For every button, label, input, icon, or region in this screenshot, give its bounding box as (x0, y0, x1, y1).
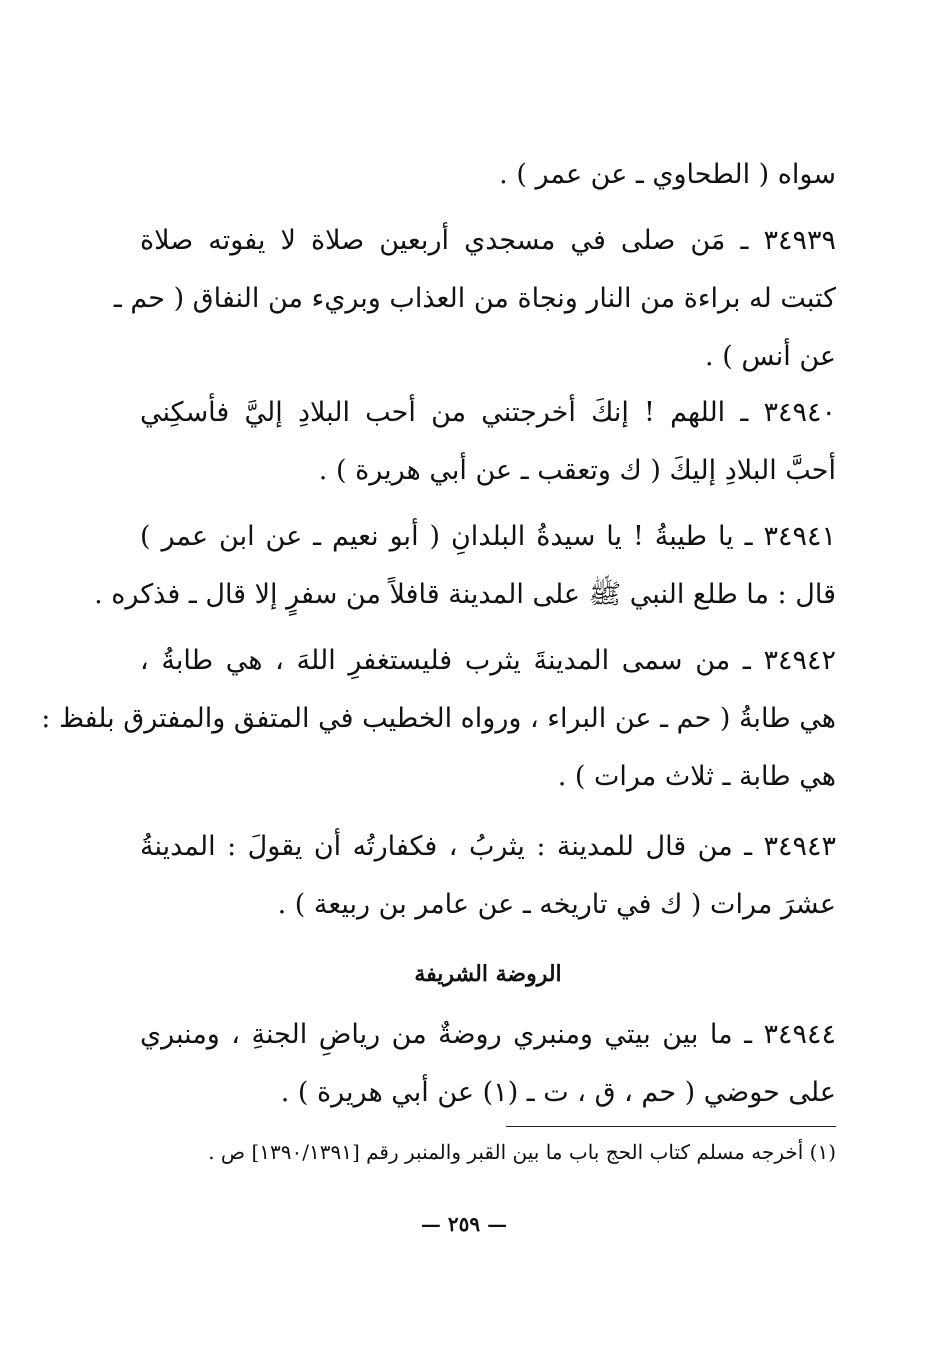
text-line: ٣٤٩٤٤ ـ ما بين بيتي ومنبري روضةٌ من رياضِ الجنةِ ، ومنبري (140, 1019, 836, 1050)
text-line: ٣٤٩٤١ ـ يا طيبةُ ! يا سيدةُ البلدانِ ( أبو نعيم ـ عن ابن عمر ) (140, 521, 836, 552)
text-line: هي طابةُ ( حم ـ عن البراء ، ورواه الخطيب في المتفق والمفترق بلفظ : (41, 703, 836, 734)
text-line: ٣٤٩٤٢ ـ من سمى المدينةَ يثرب فليستغفرِ اللهَ ، هي طابةُ ، (140, 645, 836, 676)
text-line: سواه ( الطحاوي ـ عن عمر ) . (499, 159, 836, 190)
text-line: قال : ما طلع النبي ﷺ على المدينة قافلاً من سفرٍ إلا قال ـ فذكره . (94, 579, 836, 610)
footnote: (١) أخرجه مسلم كتاب الحج باب ما بين القبر والمنبر رقم [١٣٩٠/١٣٩١] ص . (208, 1140, 836, 1164)
text-line: هي طابة ـ ثلاث مرات ) . (557, 761, 836, 792)
text-line: عشرَ مرات ( ك في تاريخه ـ عن عامر بن ربيعة ) . (277, 889, 836, 920)
hadith-34939 (113, 212, 836, 386)
hadith-34941 (94, 508, 836, 624)
text-line: ٣٤٩٤٣ ـ من قال للمدينة : يثربُ ، فكفارتُه أن يقولَ : المدينةُ (140, 831, 836, 862)
footnote-divider (506, 1126, 836, 1127)
text-block-top (140, 146, 836, 204)
text-line: ٣٤٩٣٩ ـ مَن صلى في مسجدي أربعين صلاة لا يفوته صلاة (140, 225, 836, 256)
page-number: — ٢٥٩ — (420, 1212, 508, 1236)
text-line: عن أنس ) . (705, 341, 836, 372)
text-line: على حوضي ( حم ، ق ، ت ـ (١) عن أبي هريرة ) . (280, 1077, 836, 1108)
hadith-34943 (140, 818, 836, 934)
text-line: أحبَّ البلادِ إليكَ ( ك وتعقب ـ عن أبي هريرة ) . (318, 455, 836, 486)
text-line: ٣٤٩٤٠ ـ اللهم ! إنكَ أخرجتني من أحب البلادِ إليَّ فأسكِني (140, 397, 836, 428)
hadith-34942 (41, 632, 836, 806)
section-heading: الروضة الشريفة (414, 961, 562, 987)
text-line: كتبت له براءة من النار ونجاة من العذاب وبريء من النفاق ( حم ـ (113, 283, 836, 314)
hadith-34940 (140, 384, 836, 500)
hadith-34944 (140, 1006, 836, 1122)
